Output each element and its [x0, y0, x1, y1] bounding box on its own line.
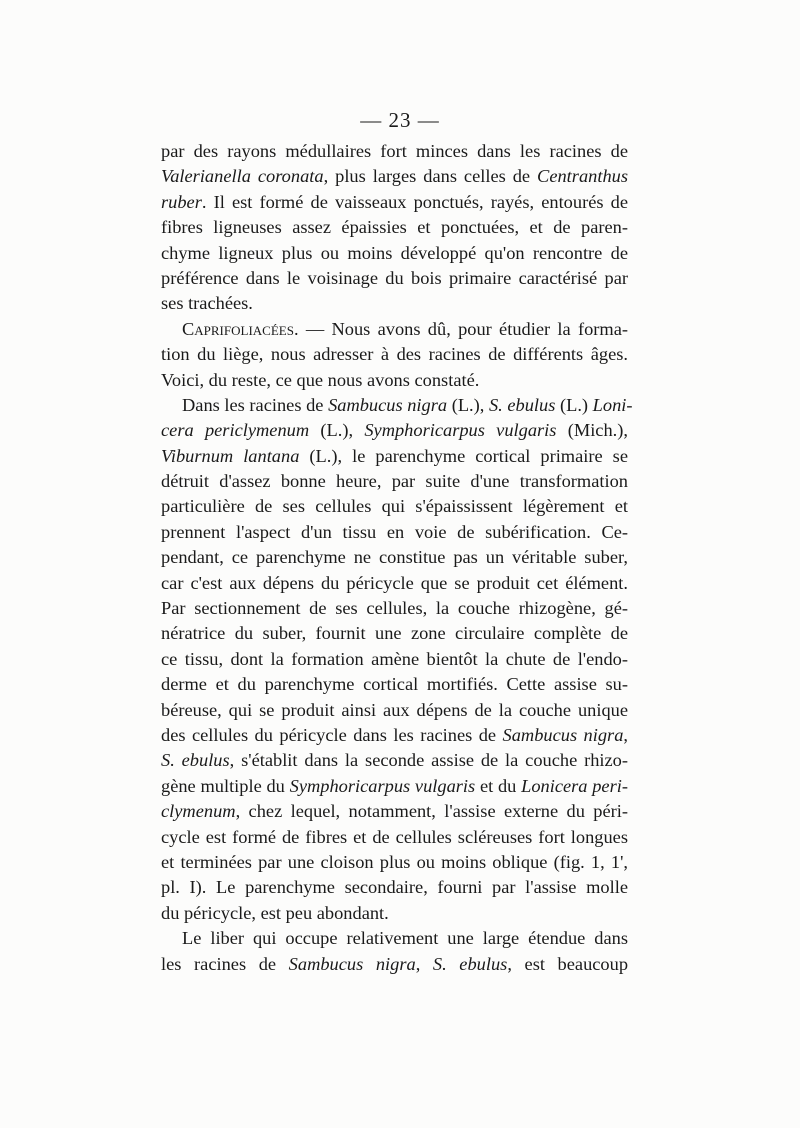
text-run: chyme ligneux plus ou moins développé qu'on rencontre de: [161, 242, 628, 263]
italic-text: Loni-: [592, 394, 633, 415]
text-run: ce tissu, dont la formation amène bientôt la chute de l'endo-: [161, 648, 628, 669]
italic-text: Sambucus nigra: [328, 394, 448, 415]
text-line: [161, 393, 633, 418]
text-line: [161, 672, 628, 697]
text-run: cycle est formé de fibres et de cellules scléreuses fort longues: [161, 826, 628, 847]
body-text: [161, 139, 633, 977]
text-run: pl. I). Le parenchyme secondaire, fourni par l'assise molle: [161, 877, 628, 898]
text-line: [161, 850, 628, 875]
text-run: ,: [623, 724, 629, 745]
text-run: gène multiple du: [161, 775, 290, 796]
text-run: Dans les racines de: [182, 394, 329, 415]
text-run: (L.), le parenchyme cortical primaire se: [299, 445, 628, 466]
text-line: [161, 596, 628, 621]
text-line: [161, 291, 628, 316]
text-run: tion du liège, nous adresser à des racines de différents âges.: [161, 344, 628, 365]
text-run: ses trachées.: [161, 293, 253, 314]
page-number: — 23 —: [360, 108, 440, 132]
text-line: [161, 342, 628, 367]
text-line: [161, 698, 628, 723]
text-line: [161, 723, 628, 748]
text-run: par des rayons médullaires fort minces dans les racines de: [161, 141, 628, 161]
italic-text: S. ebulus: [432, 953, 508, 974]
text-run: , plus larges dans celles de: [323, 166, 538, 187]
italic-text: Lonicera peri-: [521, 775, 628, 796]
italic-text: S. ebulus: [488, 394, 556, 415]
text-run: et du: [475, 775, 522, 796]
text-run: du péricycle, est peu abondant.: [161, 902, 389, 923]
text-line: [161, 418, 628, 443]
text-run: ,: [415, 953, 433, 974]
text-run: préférence dans le voisinage du bois primaire caractérisé par: [161, 267, 628, 288]
section-heading: Caprifoliacées: [182, 318, 294, 339]
text-line: [161, 621, 628, 646]
text-run: . Il est formé de vaisseaux ponctués, rayés, entourés de: [201, 191, 628, 212]
text-run: prennent l'aspect d'un tissu en voie de subérification. Ce-: [161, 521, 628, 542]
text-line: [161, 901, 628, 926]
italic-text: S. ebulus: [161, 750, 230, 771]
italic-text: Sambucus nigra: [502, 724, 624, 745]
text-run: (Mich.),: [556, 420, 628, 441]
text-line: [161, 875, 628, 900]
italic-text: Centranthus: [537, 166, 628, 187]
text-line: [161, 215, 628, 240]
italic-text: Symphoricarpus vulgaris: [364, 420, 557, 441]
text-run: , s'établit dans la seconde assise de la couche rhizo-: [229, 750, 629, 771]
text-line: [161, 469, 628, 494]
text-line: [161, 494, 628, 519]
text-run: détruit d'assez bonne heure, par suite d'une transformation: [161, 471, 628, 492]
text-run: , est beaucoup: [507, 953, 629, 974]
text-line: [161, 647, 628, 672]
text-run: fibres ligneuses assez épaissies et ponctuées, et de paren-: [161, 217, 628, 238]
text-line: [161, 317, 628, 342]
text-run: (L.),: [447, 394, 489, 415]
italic-text: Symphoricarpus vulgaris: [289, 775, 476, 796]
italic-text: cera periclymenum: [161, 420, 310, 441]
text-line: [161, 748, 628, 773]
text-run: (L.),: [309, 420, 365, 441]
text-line: [161, 926, 628, 951]
text-run: Par sectionnement de ses cellules, la couche rhizogène, gé-: [161, 598, 628, 619]
text-line: [161, 545, 628, 570]
text-line: [161, 520, 628, 545]
text-run: des cellules du péricycle dans les racines de: [161, 724, 503, 745]
italic-text: clymenum: [161, 801, 236, 822]
text-run: particulière de ses cellules qui s'épaississent légèrement et: [161, 496, 628, 517]
text-run: Voici, du reste, ce que nous avons constaté.: [161, 369, 480, 390]
text-run: nératrice du suber, fournit une zone circulaire complète de: [161, 623, 628, 644]
text-run: pendant, ce parenchyme ne constitue pas un véritable suber,: [161, 547, 628, 568]
text-run: , chez lequel, notamment, l'assise externe du péri-: [235, 801, 628, 822]
text-run: béreuse, qui se produit ainsi aux dépens de la couche unique: [161, 699, 628, 720]
text-line: [161, 774, 628, 799]
text-run: car c'est aux dépens du péricycle que se produit cet élément.: [161, 572, 628, 593]
text-run: (L.): [555, 394, 593, 415]
text-line: [161, 571, 628, 596]
italic-text: Viburnum lantana: [161, 445, 300, 466]
text-line: [161, 164, 628, 189]
text-line: [161, 139, 628, 164]
italic-text: Valerianella coronata: [161, 166, 324, 187]
text-line: [161, 825, 628, 850]
text-line: [161, 799, 628, 824]
italic-text: Sambucus nigra: [288, 953, 416, 974]
text-run: Le liber qui occupe relativement une large étendue dans: [182, 928, 628, 949]
text-run: et terminées par une cloison plus ou moins oblique (fig. 1, 1',: [161, 851, 628, 872]
text-line: [161, 368, 628, 393]
text-run: . — Nous avons dû, pour étudier la forma-: [293, 318, 628, 339]
text-line: [161, 241, 628, 266]
text-line: [161, 952, 628, 977]
italic-text: ruber: [161, 191, 202, 212]
text-line: [161, 266, 628, 291]
text-run: derme et du parenchyme cortical mortifiés. Cette assise su-: [161, 674, 628, 695]
text-run: les racines de: [161, 953, 289, 974]
text-line: [161, 190, 628, 215]
text-line: [161, 444, 628, 469]
